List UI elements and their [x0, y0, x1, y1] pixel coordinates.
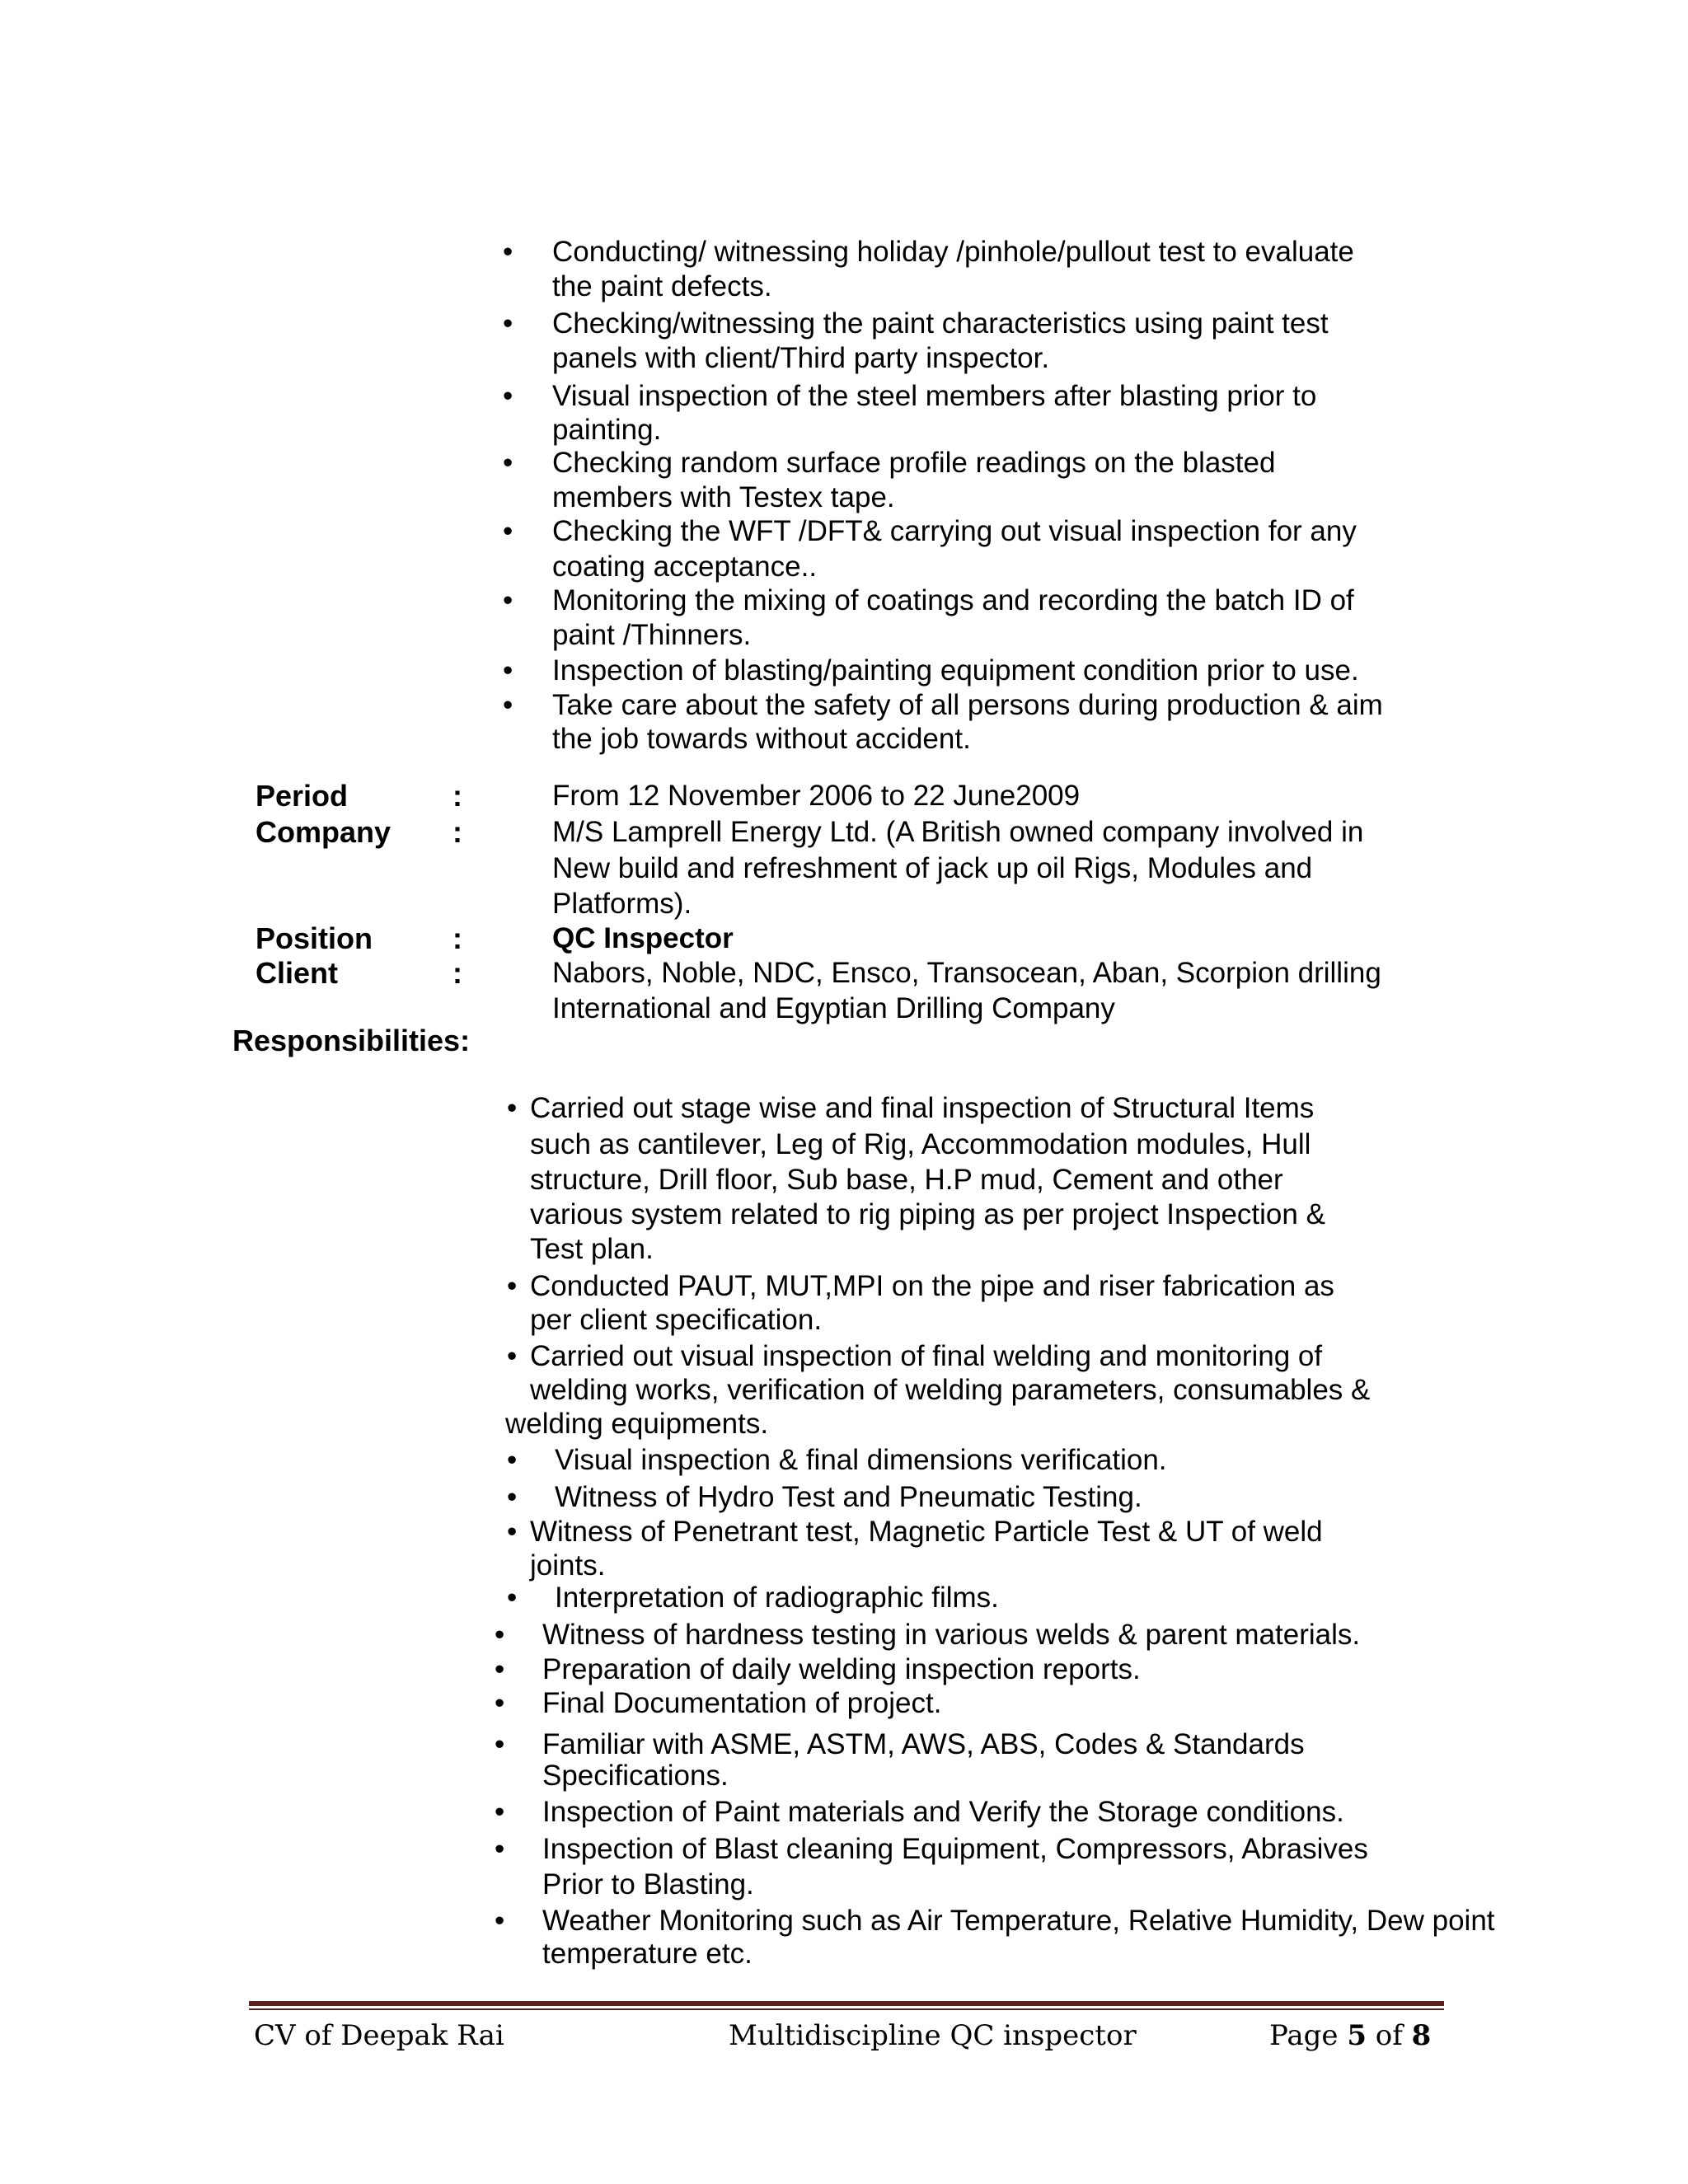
list-item-line: paint /Thinners. [552, 619, 752, 651]
bullet-icon: • [495, 1687, 505, 1719]
period-label: Period [256, 779, 349, 813]
company-value-line: Platforms). [552, 888, 692, 920]
bullet-icon: • [503, 515, 513, 547]
bullet-icon: • [507, 1481, 518, 1513]
client-value-line: Nabors, Noble, NDC, Ensco, Transocean, Aban, Scorpion drilling [552, 957, 1381, 989]
bullet-icon: • [507, 1582, 518, 1614]
list-item-line: coating acceptance.. [552, 551, 818, 583]
list-item-line: Conducted PAUT, MUT,MPI on the pipe and riser fabrication as [530, 1270, 1334, 1302]
list-item-line: Witness of Hydro Test and Pneumatic Testing. [555, 1481, 1142, 1513]
list-item-line: members with Testex tape. [552, 481, 895, 513]
list-item-line: Inspection of Paint materials and Verify the Storage conditions. [542, 1796, 1344, 1828]
bullet-icon: • [495, 1796, 505, 1828]
company-colon: : [452, 815, 462, 849]
footer-author: CV of Deepak Rai [254, 2019, 504, 2052]
company-value-line: M/S Lamprell Energy Ltd. (A British owned company involved in [552, 816, 1364, 848]
list-item-line: Weather Monitoring such as Air Temperature, Relative Humidity, Dew point [542, 1905, 1495, 1937]
list-item-line: painting. [552, 414, 662, 446]
list-item-line: Carried out visual inspection of final welding and monitoring of [530, 1340, 1323, 1372]
bullet-icon: • [495, 1728, 505, 1760]
list-item-line: Test plan. [530, 1233, 654, 1265]
footer-divider [249, 2008, 1444, 2010]
list-item-line: Checking random surface profile readings on the blasted [552, 447, 1276, 479]
list-item-line: welding equipments. [505, 1408, 769, 1440]
list-item-line: Familiar with ASME, ASTM, AWS, ABS, Codes & Standards [542, 1728, 1305, 1760]
list-item-line: the paint defects. [552, 270, 772, 302]
page-current: 5 [1347, 2019, 1367, 2052]
page-prefix: Page [1269, 2019, 1348, 2052]
list-item-line: Inspection of Blast cleaning Equipment, Compressors, Abrasives [542, 1833, 1368, 1865]
page-of: of [1367, 2019, 1412, 2052]
list-item-line: structure, Drill floor, Sub base, H.P mud, Cement and other [530, 1164, 1283, 1196]
footer-page-number [1269, 2018, 1431, 2054]
list-item-line: Specifications. [542, 1760, 729, 1792]
bullet-icon: • [495, 1619, 505, 1651]
list-item-line: Interpretation of radiographic films. [555, 1582, 999, 1614]
bullet-icon: • [503, 236, 513, 268]
bullet-icon: • [495, 1833, 505, 1865]
list-item-line: welding works, verification of welding parameters, consumables & [530, 1374, 1371, 1406]
list-item-line: Conducting/ witnessing holiday /pinhole/pullout test to evaluate [552, 236, 1354, 268]
company-value-line: New build and refreshment of jack up oil Rigs, Modules and [552, 852, 1313, 884]
client-value-line: International and Egyptian Drilling Company [552, 992, 1115, 1024]
list-item-line: panels with client/Third party inspector. [552, 342, 1050, 374]
bullet-icon: • [503, 654, 513, 687]
list-item-line: Prior to Blasting. [542, 1868, 754, 1900]
list-item-line: Visual inspection & final dimensions verification. [555, 1444, 1167, 1476]
footer-divider [249, 2001, 1444, 2006]
list-item-line: joints. [530, 1549, 606, 1582]
bullet-icon: • [507, 1092, 518, 1124]
position-colon: : [452, 921, 462, 955]
bullet-icon: • [507, 1444, 518, 1476]
client-colon: : [452, 956, 462, 990]
bullet-icon: • [503, 689, 513, 721]
bullet-icon: • [503, 307, 513, 340]
bullet-icon: • [507, 1516, 518, 1548]
list-item-line: Inspection of blasting/painting equipment condition prior to use. [552, 654, 1359, 687]
bullet-icon: • [495, 1653, 505, 1685]
period-colon: : [452, 779, 462, 813]
list-item-line: Final Documentation of project. [542, 1687, 942, 1719]
client-label: Client [256, 956, 339, 990]
list-item-line: Monitoring the mixing of coatings and recording the batch ID of [552, 584, 1354, 616]
list-item-line: Witness of Penetrant test, Magnetic Particle Test & UT of weld [530, 1516, 1323, 1548]
period-value: From 12 November 2006 to 22 June2009 [552, 780, 1081, 812]
bullet-icon: • [503, 447, 513, 479]
list-item-line: per client specification. [530, 1304, 823, 1336]
position-label: Position [256, 921, 373, 955]
company-label: Company [256, 815, 392, 849]
list-item-line: Witness of hardness testing in various welds & parent materials. [542, 1619, 1361, 1651]
bullet-icon: • [507, 1340, 518, 1372]
list-item-line: such as cantilever, Leg of Rig, Accommodation modules, Hull [530, 1128, 1311, 1160]
list-item-line: temperature etc. [542, 1938, 753, 1970]
list-item-line: Take care about the safety of all persons during production & aim [552, 689, 1383, 721]
list-item-line: Visual inspection of the steel members after blasting prior to [552, 380, 1317, 412]
list-item-line: Carried out stage wise and final inspection of Structural Items [530, 1092, 1315, 1124]
list-item-line: Checking/witnessing the paint characteristics using paint test [552, 307, 1329, 340]
list-item-line: the job towards without accident. [552, 723, 971, 755]
footer-title: Multidiscipline QC inspector [729, 2019, 1137, 2052]
page-total: 8 [1411, 2019, 1432, 2052]
responsibilities-heading: Responsibilities: [232, 1024, 471, 1057]
list-item-line: Checking the WFT /DFT& carrying out visual inspection for any [552, 515, 1357, 547]
list-item-line: Preparation of daily welding inspection reports. [542, 1653, 1141, 1685]
bullet-icon: • [507, 1270, 518, 1302]
position-value: QC Inspector [552, 922, 734, 954]
list-item-line: various system related to rig piping as per project Inspection & [530, 1198, 1325, 1230]
bullet-icon: • [503, 380, 513, 412]
bullet-icon: • [495, 1905, 505, 1937]
bullet-icon: • [503, 584, 513, 616]
